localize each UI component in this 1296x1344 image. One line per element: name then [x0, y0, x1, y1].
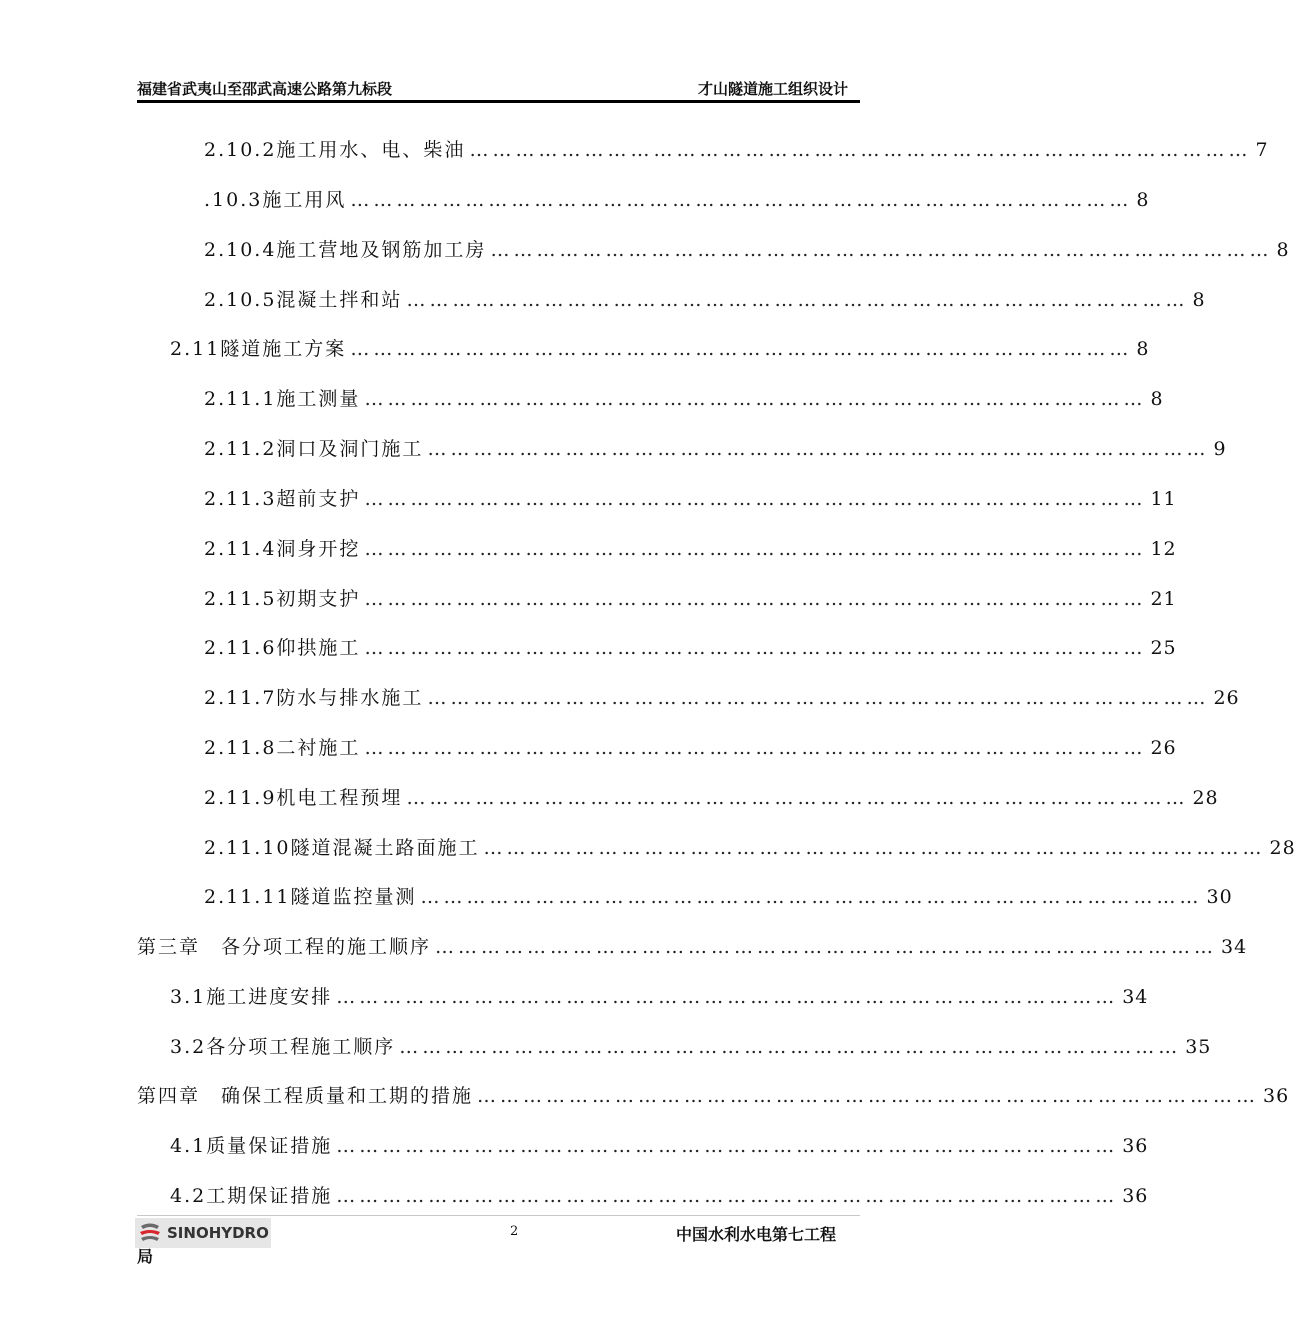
toc-leader-dots: …………………………………………………………………………………………	[350, 189, 1133, 211]
toc-entry-page: 34	[1221, 936, 1248, 958]
toc-entry[interactable]	[204, 733, 1177, 759]
toc-entry-label: 第四章 确保工程质量和工期的措施	[137, 1085, 474, 1107]
toc-leader-dots: …………………………………………………………………………………………	[406, 289, 1189, 311]
toc-entry-page: 8	[1150, 388, 1164, 410]
toc-entry-page: 26	[1213, 687, 1240, 709]
toc-leader-dots: …………………………………………………………………………………………	[477, 1085, 1260, 1107]
toc-leader-dots: …………………………………………………………………………………………	[336, 986, 1119, 1008]
toc-entry-page: 8	[1276, 239, 1290, 261]
toc-entry-label: 2.11.6仰拱施工	[204, 637, 361, 659]
toc-leader-dots: …………………………………………………………………………………………	[406, 787, 1189, 809]
toc-leader-dots: …………………………………………………………………………………………	[364, 588, 1147, 610]
header-project-title: 福建省武夷山至邵武高速公路第九标段	[137, 80, 393, 98]
toc-entry-page: 11	[1150, 488, 1177, 510]
toc-entry[interactable]	[170, 1032, 1212, 1058]
toc-leader-dots: …………………………………………………………………………………………	[350, 338, 1133, 360]
toc-entry-page: 28	[1269, 837, 1296, 859]
toc-entry-page: 36	[1122, 1135, 1149, 1157]
toc-entry[interactable]	[204, 783, 1219, 809]
toc-entry[interactable]	[204, 185, 1150, 211]
toc-entry[interactable]	[204, 882, 1233, 908]
toc-entry[interactable]	[204, 584, 1177, 610]
toc-entry[interactable]	[204, 434, 1227, 460]
toc-entry-label: 2.11.10隧道混凝土路面施工	[204, 837, 480, 859]
toc-entry-label: 2.11.9机电工程预埋	[204, 787, 403, 809]
toc-entry-page: 7	[1255, 139, 1269, 161]
toc-entry-page: 12	[1150, 538, 1177, 560]
toc-entry-page: 8	[1136, 338, 1150, 360]
sinohydro-logo-icon	[137, 1220, 163, 1246]
toc-leader-dots: …………………………………………………………………………………………	[427, 687, 1210, 709]
toc-entry[interactable]	[204, 633, 1177, 659]
toc-entry[interactable]	[204, 534, 1177, 560]
page-number: 2	[510, 1224, 519, 1239]
toc-entry-page: 8	[1192, 289, 1206, 311]
toc-entry-page: 26	[1150, 737, 1177, 759]
toc-entry-label: 3.2各分项工程施工顺序	[170, 1036, 396, 1058]
toc-leader-dots: …………………………………………………………………………………………	[364, 538, 1147, 560]
toc-leader-dots: …………………………………………………………………………………………	[364, 488, 1147, 510]
toc-entry[interactable]	[204, 833, 1296, 859]
toc-entry-label: 2.11.4洞身开挖	[204, 538, 361, 560]
toc-entry[interactable]	[170, 334, 1150, 360]
toc-entry-page: 30	[1206, 886, 1233, 908]
toc-entry-label: 2.11.7防水与排水施工	[204, 687, 424, 709]
toc-leader-dots: …………………………………………………………………………………………	[469, 139, 1252, 161]
toc-leader-dots: …………………………………………………………………………………………	[435, 936, 1218, 958]
toc-leader-dots: …………………………………………………………………………………………	[336, 1135, 1119, 1157]
toc-entry-label: 2.11.2洞口及洞门施工	[204, 438, 424, 460]
toc-entry-label: 2.11.8二衬施工	[204, 737, 361, 759]
toc-entry[interactable]	[204, 683, 1240, 709]
toc-leader-dots: …………………………………………………………………………………………	[420, 886, 1203, 908]
toc-entry[interactable]	[137, 1081, 1290, 1107]
toc-entry-label: 4.1质量保证措施	[170, 1135, 333, 1157]
toc-entry-label: 2.11.5初期支护	[204, 588, 361, 610]
toc-leader-dots: …………………………………………………………………………………………	[490, 239, 1273, 261]
toc-entry-label: 2.11.3超前支护	[204, 488, 361, 510]
toc-leader-dots: …………………………………………………………………………………………	[483, 837, 1266, 859]
toc-entry[interactable]	[204, 384, 1164, 410]
toc-entry-label: 4.2工期保证措施	[170, 1185, 333, 1207]
toc-entry-label: 2.10.2施工用水、电、柴油	[204, 139, 466, 161]
footer-company-name: 中国水利水电第七工程	[676, 1225, 837, 1244]
toc-entry-page: 28	[1192, 787, 1219, 809]
sinohydro-logo	[135, 1218, 271, 1248]
toc-entry-page: 35	[1185, 1036, 1212, 1058]
toc-entry-label: 2.11.1施工测量	[204, 388, 361, 410]
toc-entry-page: 25	[1150, 637, 1177, 659]
toc-entry[interactable]	[170, 1181, 1149, 1207]
toc-entry[interactable]	[204, 484, 1177, 510]
toc-entry-page: 21	[1150, 588, 1177, 610]
toc-entry-label: 2.10.5混凝土拌和站	[204, 289, 403, 311]
toc-entry-page: 36	[1122, 1185, 1149, 1207]
toc-leader-dots: …………………………………………………………………………………………	[364, 388, 1147, 410]
toc-leader-dots: …………………………………………………………………………………………	[364, 737, 1147, 759]
toc-entry-page: 36	[1263, 1085, 1290, 1107]
toc-entry-label: 第三章 各分项工程的施工顺序	[137, 936, 432, 958]
sinohydro-logo-text: SINOHYDRO	[167, 1224, 269, 1242]
toc-entry-page: 8	[1136, 189, 1150, 211]
toc-entry-label: 2.10.4施工营地及钢筋加工房	[204, 239, 487, 261]
toc-entry[interactable]	[170, 1131, 1149, 1157]
footer-divider	[137, 1215, 860, 1216]
toc-leader-dots: …………………………………………………………………………………………	[364, 637, 1147, 659]
toc-entry-label: 2.11.11隧道监控量测	[204, 886, 417, 908]
toc-entry[interactable]	[204, 135, 1269, 161]
toc-leader-dots: …………………………………………………………………………………………	[336, 1185, 1119, 1207]
toc-leader-dots: …………………………………………………………………………………………	[427, 438, 1210, 460]
toc-entry-page: 9	[1213, 438, 1227, 460]
toc-entry-label: 2.11隧道施工方案	[170, 338, 347, 360]
toc-entry[interactable]	[204, 235, 1290, 261]
toc-entry[interactable]	[204, 285, 1206, 311]
toc-entry-page: 34	[1122, 986, 1149, 1008]
toc-entry[interactable]	[170, 982, 1149, 1008]
toc-entry-label: .10.3施工用风	[204, 189, 347, 211]
toc-leader-dots: …………………………………………………………………………………………	[399, 1036, 1182, 1058]
toc-entry[interactable]	[137, 932, 1248, 958]
header-document-title: 才山隧道施工组织设计	[697, 80, 848, 98]
toc-entry-label: 3.1施工进度安排	[170, 986, 333, 1008]
footer-company-name-continued: 局	[137, 1247, 154, 1266]
